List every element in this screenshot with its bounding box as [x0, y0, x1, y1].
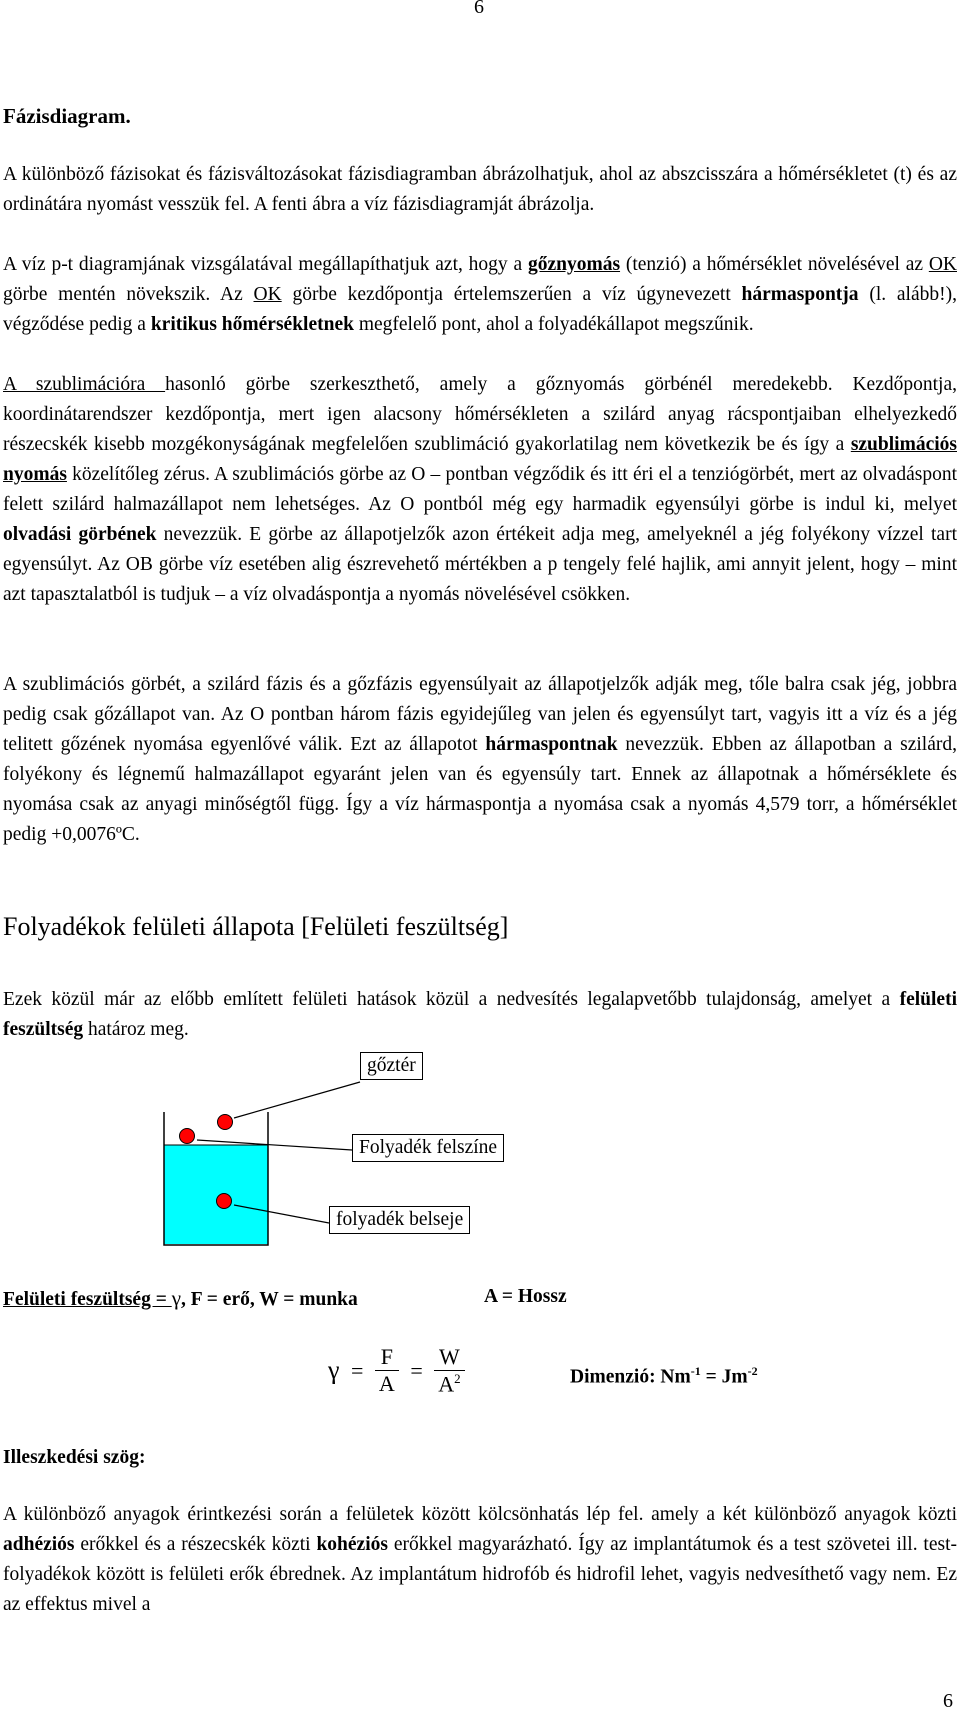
definition-area: A = Hossz	[484, 1286, 567, 1307]
label-goz-ter: gőztér	[360, 1052, 423, 1080]
term-feluleti-feszultseg: felületi feszültség	[3, 989, 957, 1040]
term-harmaspont: hármaspontja	[741, 284, 859, 305]
page-number-top: 6	[474, 0, 484, 18]
section-title-fazisdiagram: Fázisdiagram.	[3, 104, 131, 128]
term-adhezios: adhéziós	[3, 1534, 75, 1555]
molecule-interior	[217, 1194, 232, 1209]
paragraph-surface-tension: Ezek közül már az előbb említett felületi hatások közül a nedvesítés legalapvetőbb tulajdonság, amelyet a felületi feszültség határoz meg.	[3, 989, 957, 1040]
label-folyadek-felszine: Folyadék felszíne	[352, 1134, 504, 1162]
term-szublimacios-nyomas: szublimációs nyomás	[3, 434, 957, 485]
paragraph-adhesion: A különböző anyagok érintkezési során a felületek között kölcsönhatás lép fel. amely a két különböző anyagok közti adhéziós erőkkel és a részecskék közti kohéziós erőkkel magyarázható. Így az implantátumok és a test szövetei ill. test-folyadékok között is felületi erők ébrednek. Az implantátum hidrofób és hidrofil lehet, vagyis nedvesíthető vagy nem. Ez az effektus mivel a	[3, 1504, 957, 1615]
section-title-folyadekok: Folyadékok felületi állapota [Felületi feszültség]	[3, 912, 509, 941]
paragraph-vapor-pressure: A víz p-t diagramjának vizsgálatával megállapíthatjuk azt, hogy a gőznyomás (tenzió) a hőmérséklet növelésével az OK görbe mentén növekszik. Az OK görbe kezdőpontja értelemszerűen a víz úgynevezett hármaspontja (l. alább!), végződése pedig a kritikus hőmérsékletnek megfelelő pont, ahol a folyadékállapot megszűnik.	[3, 254, 957, 335]
fraction-W-over-A2: $\frac{W}{A^2}$	[434, 1344, 464, 1397]
fraction-F-over-A: $\frac{F}{A}$	[375, 1344, 399, 1397]
dimension-line: Dimenzió: $Nm^{-1} = Jm^{-2}$	[570, 1364, 758, 1388]
term-olvadasi-gorbe: olvadási görbének	[3, 524, 157, 545]
paragraph-sublimation: A szublimációra hasonló görbe szerkeszthető, amely a gőznyomás görbénél meredekebb. Kezdőpontja, koordinátarendszer kezdőpontja, mert igen alacsony hőmérsékleten a szilárd anyag rácspontjaiban elhelyezkedő részecskék kisebb mozgékonyságának megfelelően szublimáció gyakorlatilag nem következik be és így a szublimációs nyomás közelítőleg zérus. A szublimációs görbe az O – pontban végződik és itt éri el a tenziógörbét, mert az olvadáspont felett szilárd halmazállapot nem lehetséges. Az O pontból még egy harmadik egyensúlyi görbe is indul ki, melyet olvadási görbének nevezzük. E görbe az állapotjelzők azon értékeit adja meg, amelyeknél a jég folyékony vízzel tart egyensúlyt. Az OB görbe víz esetében alig észrevehető mértékben a p tengely felé hajlik, ami annyit jelent, hogy – mint azt tapasztalatból is tudjuk – a víz olvadáspontja a nyomás növelésével csökken.	[3, 374, 957, 605]
term-kohezios: kohéziós	[316, 1534, 388, 1555]
section-title-illeszkedesi-szog: Illeszkedési szög:	[3, 1447, 146, 1468]
term-goznyomas: gőznyomás	[527, 254, 621, 275]
paragraph-intro: A különböző fázisokat és fázisváltozásokat fázisdiagramban ábrázolhatjuk, ahol az abszcisszára a hőmérsékletet (t) és az ordinátára nyomást vesszük fel. A fenti ábra a víz fázisdiagramját ábrázolja.	[3, 164, 957, 215]
definition-line: Felületi feszültség = γ, F = erő, W = munka	[3, 1286, 358, 1310]
surface-tension-diagram	[0, 1040, 960, 1250]
term-szublimacio: A szublimációra	[3, 374, 166, 395]
gamma-symbol: γ	[171, 1286, 181, 1310]
molecule-vapor	[218, 1115, 233, 1130]
liquid-fill	[164, 1145, 268, 1244]
leader-line-vapor	[234, 1082, 360, 1118]
molecule-surface	[180, 1129, 195, 1144]
term-harmaspontnak: hármaspontnak	[485, 734, 618, 755]
formula-gamma: γ = $\frac{F}{A}$ = $\frac{W}{A^2}$	[328, 1344, 465, 1414]
paragraph-triple-point: A szublimációs görbét, a szilárd fázis és a gőzfázis egyensúlyait az állapotjelzők adják meg, tőle balra csak jég, jobbra pedig csak gőzállapot van. Az O pontban három fázis egyidejűleg van jelen és egyensúlyt tart, vagyis itt a víz és a jég telitett gőzének nyomása egyenlővé válik. Ezt az állapotot hármaspontnak nevezzük. Ebben az állapotban a szilárd, folyékony és légnemű halmazállapot egyaránt jelen van és egyensúly tart. Ennek az állapotnak a hőmérséklete és nyomása csak az anyagi minőségtől függ. Így a víz hármaspontja a nyomása csak a nyomás 4,579 torr, a hőmérséklet pedig +0,0076ºC.	[3, 674, 957, 845]
page-number-bottom: 6	[943, 1690, 953, 1712]
label-folyadek-belseje: folyadék belseje	[329, 1206, 470, 1234]
term-kritikus-homerseklet: kritikus hőmérsékletnek	[150, 314, 354, 335]
